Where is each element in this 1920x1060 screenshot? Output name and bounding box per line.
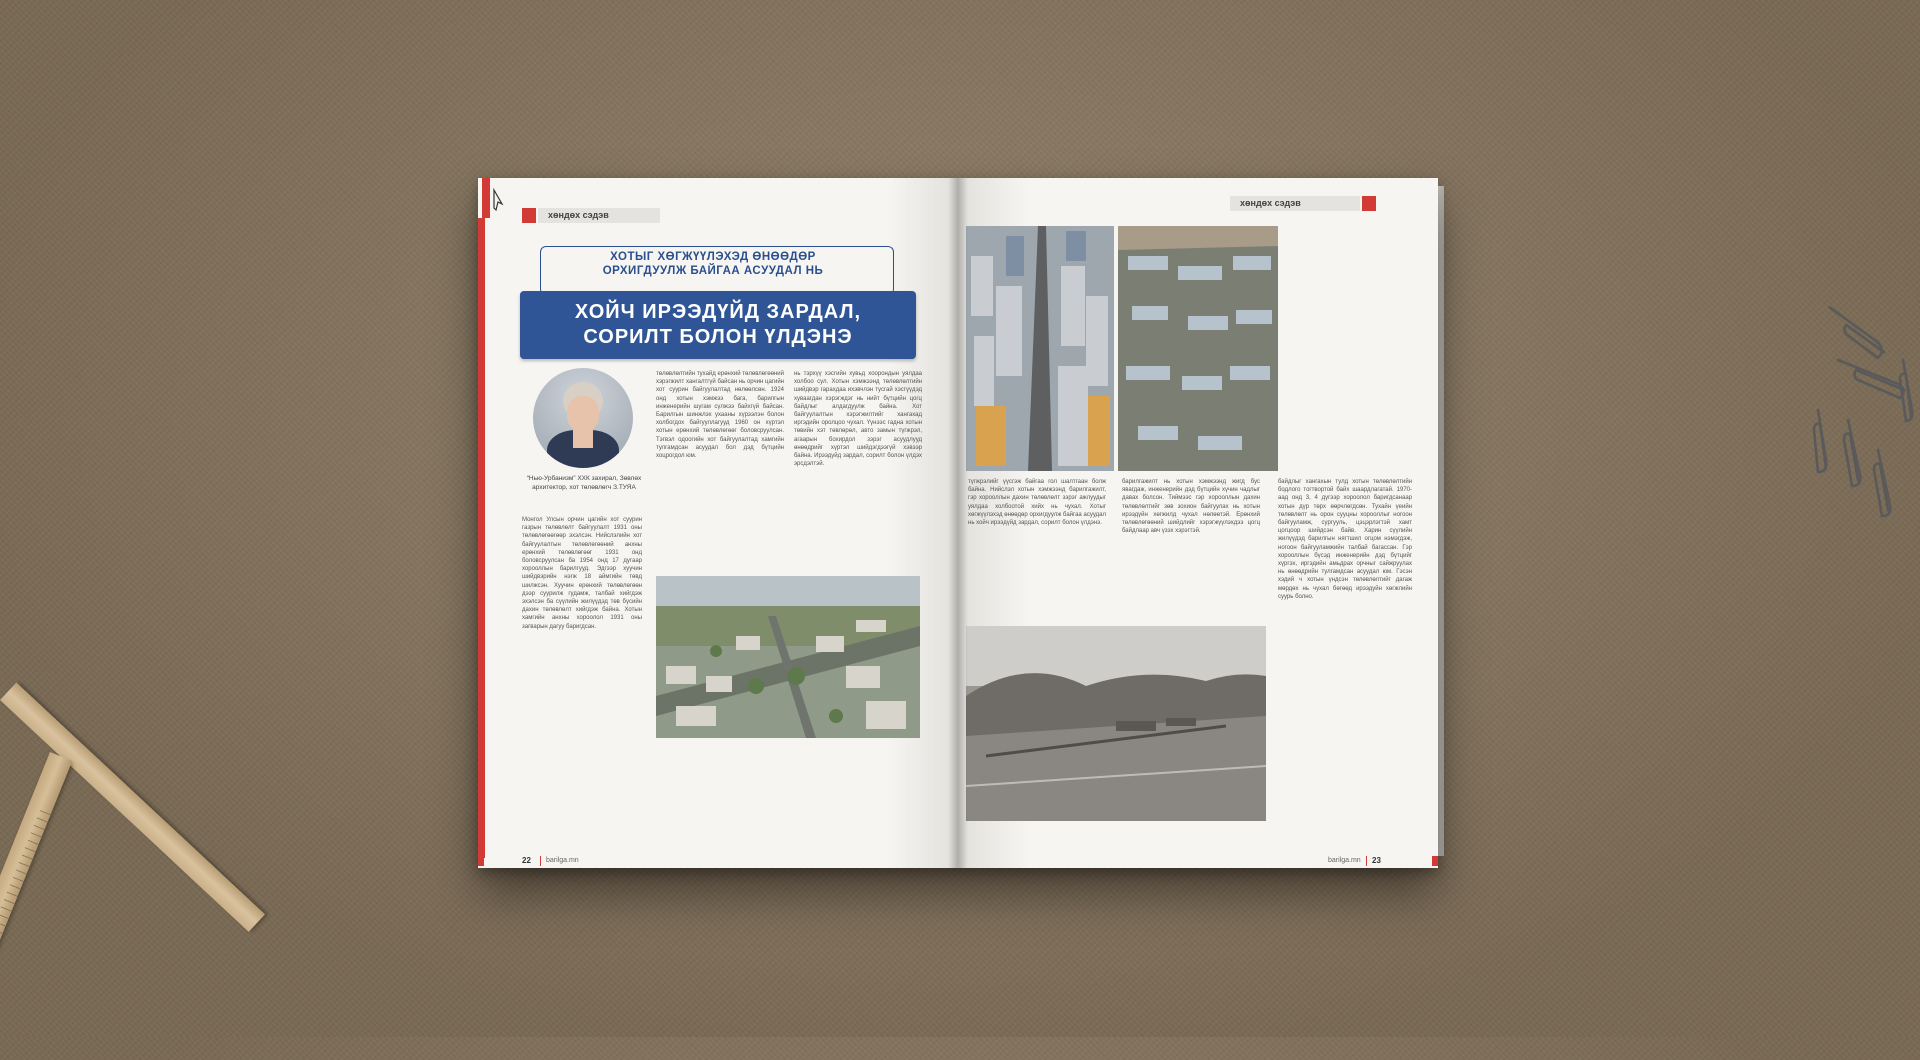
magazine-spread	[478, 178, 1438, 868]
author-photo	[533, 368, 633, 468]
aerial-city-photo	[656, 576, 920, 738]
text-column-2	[656, 370, 784, 570]
column-3-text: нь тэрхүү хэсгийн хувьд хоорондын уялдаа холбоо сул. Хотын хэмжээнд төлөвлөлтийн шийдвэр гарахдаа ихэвчлэн тусгай хэсгүүдэд хуваагдан хэрэгждэг нь нийт бүтцийн цогц байдлыг алдагдуулж байна. Хот байгуулалтын хэрэгжилтийг хангахад иргэдийн оролцоо чухал. Үүнээс гадна хотын төвийн хэт төвлөрөл, авто замын түгжрэл, агаарын бохирдол зэрэг асуудлууд өнөөдрийг хүртэл шийдэгдээгүй хэвээр байна. Ирээдүйд зардал, сорилт болон үлдэх эрсдэлтэй.	[794, 371, 922, 468]
historic-valley-photo	[966, 626, 1266, 821]
text-column-1	[522, 516, 642, 856]
city-photo-street	[966, 226, 1114, 471]
column-1-text: Монгол Улсын орчин цагийн хот суурин газрын төлөвлөлт байгуулалт 1931 оны төлөвлөгөөгөөр эхэлсэн. Нийслэлийн хот байгуулалтын төлөвлөгөөний анхны ерөнхий төлөвлөгөөг 1931 онд боловсруулсан ба 1954 онд 17 дугаар хорооллын барилгууд. Эдгээр хуучин шийдвэрийн нэгж 18 аймгийн төвд шилжсэн. Хуучин ерөнхий төлөвлөгөөн дээр суурилж гудамж, талбай хийгдэж эхэлсэн ба сүүлийн жилүүдэд төв бүсийн дахин төлөвлөлт хийгдэж байна. Хотын хамгийн анхны хороолол 1931 оны загварын дагуу баригдсан.	[522, 517, 642, 630]
text-column-right-3	[1278, 478, 1412, 848]
section-label-right: хөндөх сэдэв	[1230, 196, 1360, 211]
right-column-2-text: барилгажилт нь хотын хэмжээнд жигд бус явагдаж, инженерийн дэд бүтцийн хүчин чадлыг давах болсон. Тиймээс гэр хорооллын дахин төлөвлөлтийг зөв зохион байгуулах нь хотын ирээдүйн хөгжилд чухал нөлөөтэй. Ерөнхий төлөвлөгөөний шийдлийг хэрэгжүүлэхдээ цогц байдлаар авч үзэх хэрэгтэй.	[1122, 479, 1260, 535]
footer-red-mark-right	[1432, 856, 1438, 866]
text-column-3	[794, 370, 922, 570]
section-label: хөндөх сэдэв	[538, 208, 660, 223]
section-marker	[522, 208, 536, 223]
column-2-text: төлөвлөлтийн тухайд ерөнхий төлөвлөгөөний хэрэгжилт хангалтгүй байсан нь орчин цагийн хот суурин байгуулалтад нөлөөлсөн. 1924 онд хотын хэмжээ бага, барилгын инженерийн шугам сүлжээ байхгүй байсан. Барилгын шинжлэх ухааны хүрээлэн болон холбогдох байгууллагууд 1960 он хүртэл хотын ерөнхий төлөвлөгөөг боловсруулсан. Тэгвэл одоогийн хот байгуулалтад хамгийн тулгамдсан асуудал бол дэд бүтцийн хоцрогдол юм.	[656, 371, 784, 460]
spine-shadow	[948, 178, 968, 868]
footer-divider-right	[1366, 856, 1367, 866]
author-caption: “Нью-Урбанизм” ХХК захирал, Зөвлөх архитектор, хот төлөвлөгч З.ТУЯА	[526, 475, 642, 491]
site-url-left: barilga.mn	[546, 857, 579, 864]
left-page	[478, 178, 958, 868]
red-side-bar	[478, 218, 485, 858]
page-edge	[1438, 186, 1444, 856]
footer-divider-left	[540, 856, 541, 866]
right-column-3-text: байдлыг хангахын тулд хотын төлөвлөлтийн бодлого тогтвортой байх шаардлагатай. 1970-аад онд 3, 4 дүгээр хороолол баригдсанаар хотын дүр төрх өөрчлөгдсөн. Тухайн үеийн төлөвлөлт нь орон сууцны хорооллыг ногоон байгууламж, сургууль, цэцэрлэгтэй хамт цогцоор шийдсэн байв. Харин сүүлийн жилүүдэд барилгын нягтшил огцом нэмэгдэж, ногоон байгууламжийн талбай багассан. Гэр хорооллын бүсэд инженерийн дэд бүтцийг хүргэх, иргэдийн амьдрах орчныг сайжруулах нь өнөөдрийн тулгамдсан асуудал юм. Гэсэн хэдий ч хотын үндсэн төлөвлөлтийг дагаж мөрдөх нь чухал бөгөөд ирээдүйн хөгжлийн суурь болно.	[1278, 479, 1412, 600]
city-photo-blocks	[1118, 226, 1278, 471]
text-column-right-2	[1122, 478, 1260, 578]
page-number-left: 22	[522, 856, 531, 865]
headline-line-1: ХОЙЧ ИРЭЭДҮЙД ЗАРДАЛ,	[574, 301, 862, 323]
right-page	[958, 178, 1438, 868]
paper-clips	[1808, 300, 1920, 560]
section-marker-right	[1362, 196, 1376, 211]
brand-logo-icon	[482, 178, 508, 218]
footer-red-mark	[478, 856, 484, 866]
wooden-ruler	[0, 700, 180, 1060]
text-column-right-1	[968, 478, 1106, 578]
page-number-right: 23	[1372, 856, 1381, 865]
headline-banner	[520, 291, 916, 359]
article-subtitle: ХОТЫГ ХӨГЖҮҮЛЭХЭД ӨНӨӨДӨР ОРХИГДУУЛЖ БАЙГАА АСУУДАЛ НЬ	[602, 251, 824, 277]
right-column-1-text: түгжрэлийг үүсгэж байгаа гол шалтгаан болж байна. Нийслэл хотын хэмжээнд барилгажилт, гэр хорооллын дахин төлөвлөлт зэрэг ажлуудыг уялдаа холбоотой хийх нь чухал. Хотыг хөгжүүлэхэд өнөөдөр орхигдуулж байгаа асуудал нь хойч ирээдүйд зардал, сорилт болон үлдэнэ.	[968, 479, 1106, 527]
headline-line-2: СОРИЛТ БОЛОН ҮЛДЭНЭ	[583, 326, 853, 348]
site-url-right: barilga.mn	[1328, 857, 1361, 864]
